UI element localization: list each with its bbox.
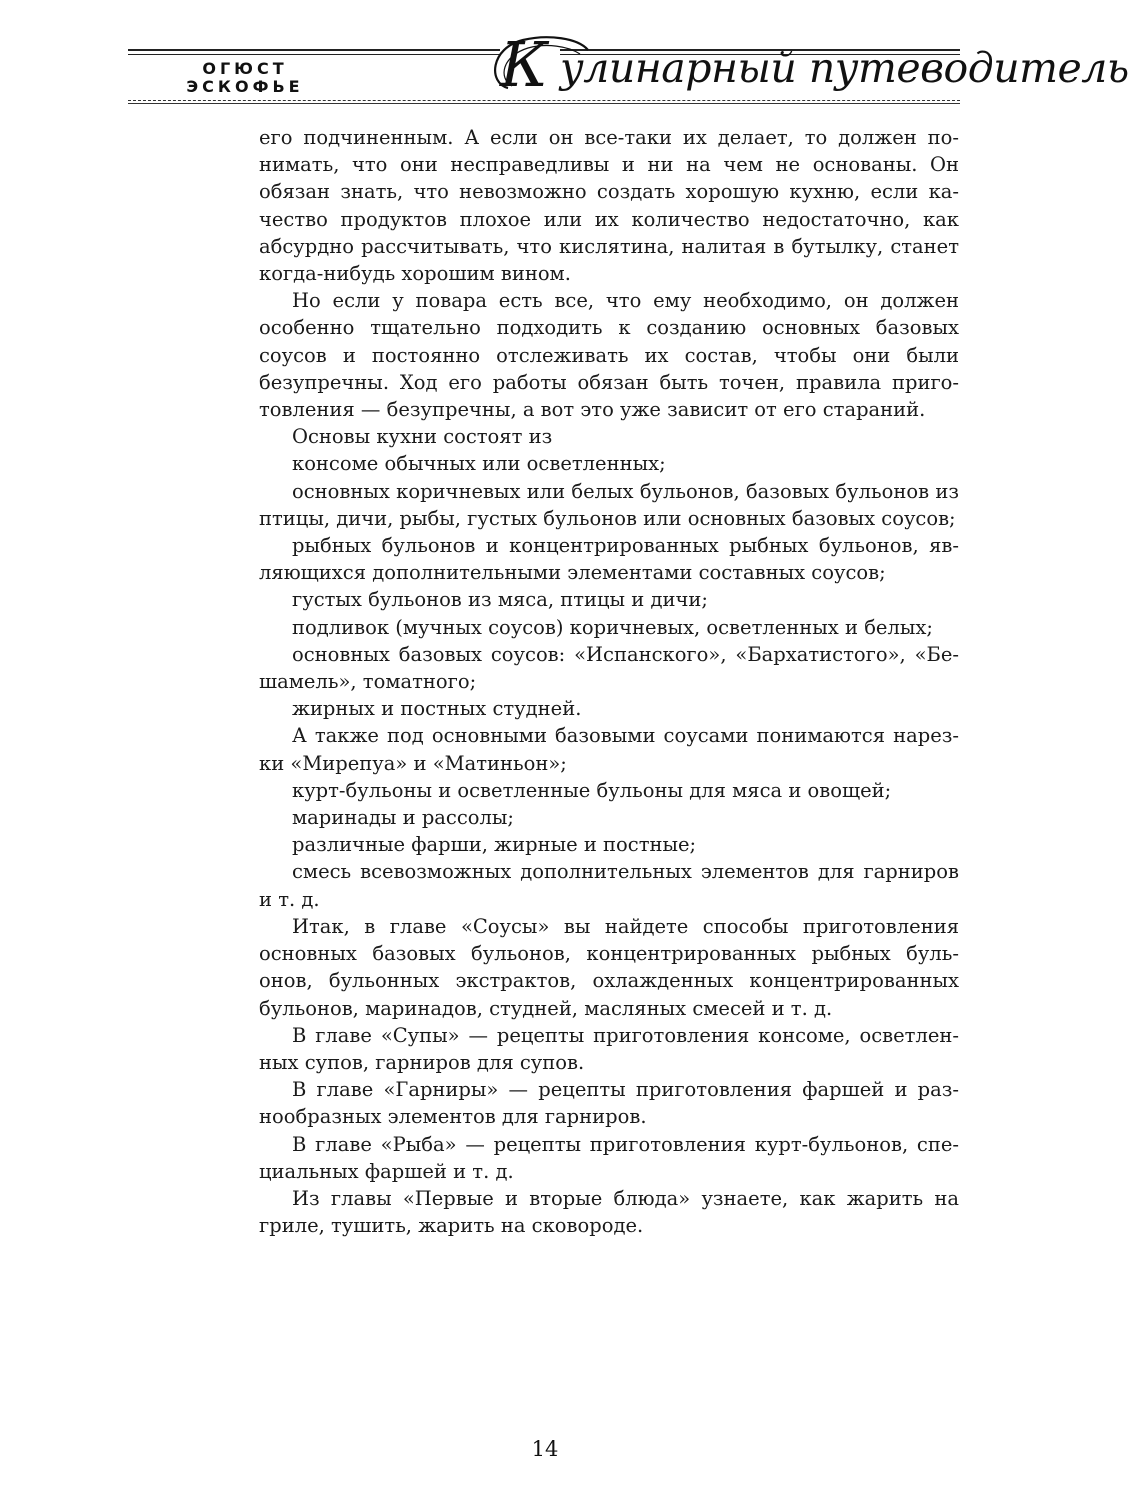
list-item: маринады и рассолы;: [292, 806, 514, 830]
book-title: улинарный путеводитель: [560, 44, 1129, 92]
list-item: рыбных бульонов и концентрированных рыбных бульонов, являющихся дополнительными элементами составных соусов;: [259, 534, 959, 585]
list-item: смесь всевозможных дополнительных элементов для гарниров и т. д.: [259, 860, 959, 911]
paragraph: Итак, в главе «Соусы» вы найдете способы приготовления основных базовых бульонов, концентрированных рыбных бульонов, бульонных экстрактов, охлажденных концентрированных бульонов, маринадов, студней, масляных смесей и т. д.: [259, 914, 959, 1020]
paragraph: В главе «Гарниры» — рецепты приготовления фаршей и разнообразных элементов для гарниров.: [259, 1078, 959, 1129]
paragraph: Но если у повара есть все, что ему необходимо, он должен особенно тщательно подходить к созданию основных базовых соусов и постоянно отслеживать их состав, чтобы они были безупречны. Ход его работы обязан быть точен, правила приготовления — безупречны, а вот это уже зависит от его стараний.: [259, 289, 959, 422]
list-item: различные фарши, жирные и постные;: [292, 833, 697, 857]
list-item: подливок (мучных соусов) коричневых, осветленных и белых;: [292, 615, 933, 639]
list-item: густых бульонов из мяса, птицы и дичи;: [292, 588, 708, 612]
running-header: [0, 0, 1129, 110]
list-item: основных базовых соусов: «Испанского», «Бархатистого», «Бешамель», томатного;: [259, 642, 959, 694]
header-rule-bottom: [128, 103, 960, 104]
list-item: основных коричневых или белых бульонов, базовых бульонов из птицы, дичи, рыбы, густых бульонов или основных базовых соусов;: [259, 479, 959, 530]
author-last-name: ЭСКОФЬЕ: [186, 77, 304, 96]
header-rule-top: [128, 49, 500, 51]
list-item: консоме обычных или осветленных;: [292, 452, 666, 476]
page-number: 14: [531, 1437, 559, 1461]
page-body: [259, 124, 959, 1239]
author-first-name: ОГЮСТ: [202, 59, 288, 78]
list-item: жирных и постных студней.: [292, 697, 582, 721]
list-item: курт-бульоны и осветленные бульоны для мяса и овощей;: [292, 778, 892, 802]
paragraph: В главе «Супы» — рецепты приготовления консоме, осветленных супов, гарниров для супов.: [259, 1023, 959, 1074]
author-name: [170, 60, 320, 96]
paragraph: Из главы «Первые и вторые блюда» узнаете, как жарить на гриле, тушить, жарить на сковороде.: [259, 1186, 959, 1238]
header-rule-top-thin: [128, 54, 500, 55]
paragraph: А также под основными базовыми соусами понимаются нарезки «Мирепуа» и «Матиньон»;: [259, 724, 959, 775]
paragraph: его подчиненным. А если он все-таки их делает, то должен понимать, что они несправедливы и ни на чем не основаны. Он обязан знать, что невозможно создать хорошую кухню, если качество продуктов плохое или их количество недостаточно, как абсурдно рассчитывать, что кислятина, налитая в бутылку, станет когда-нибудь хорошим вином.: [259, 126, 959, 286]
paragraph: В главе «Рыба» — рецепты приготовления курт-бульонов, специальных фаршей и т. д.: [259, 1132, 959, 1183]
book-title-initial: К: [500, 28, 548, 101]
paragraph: Основы кухни состоят из: [292, 425, 553, 449]
